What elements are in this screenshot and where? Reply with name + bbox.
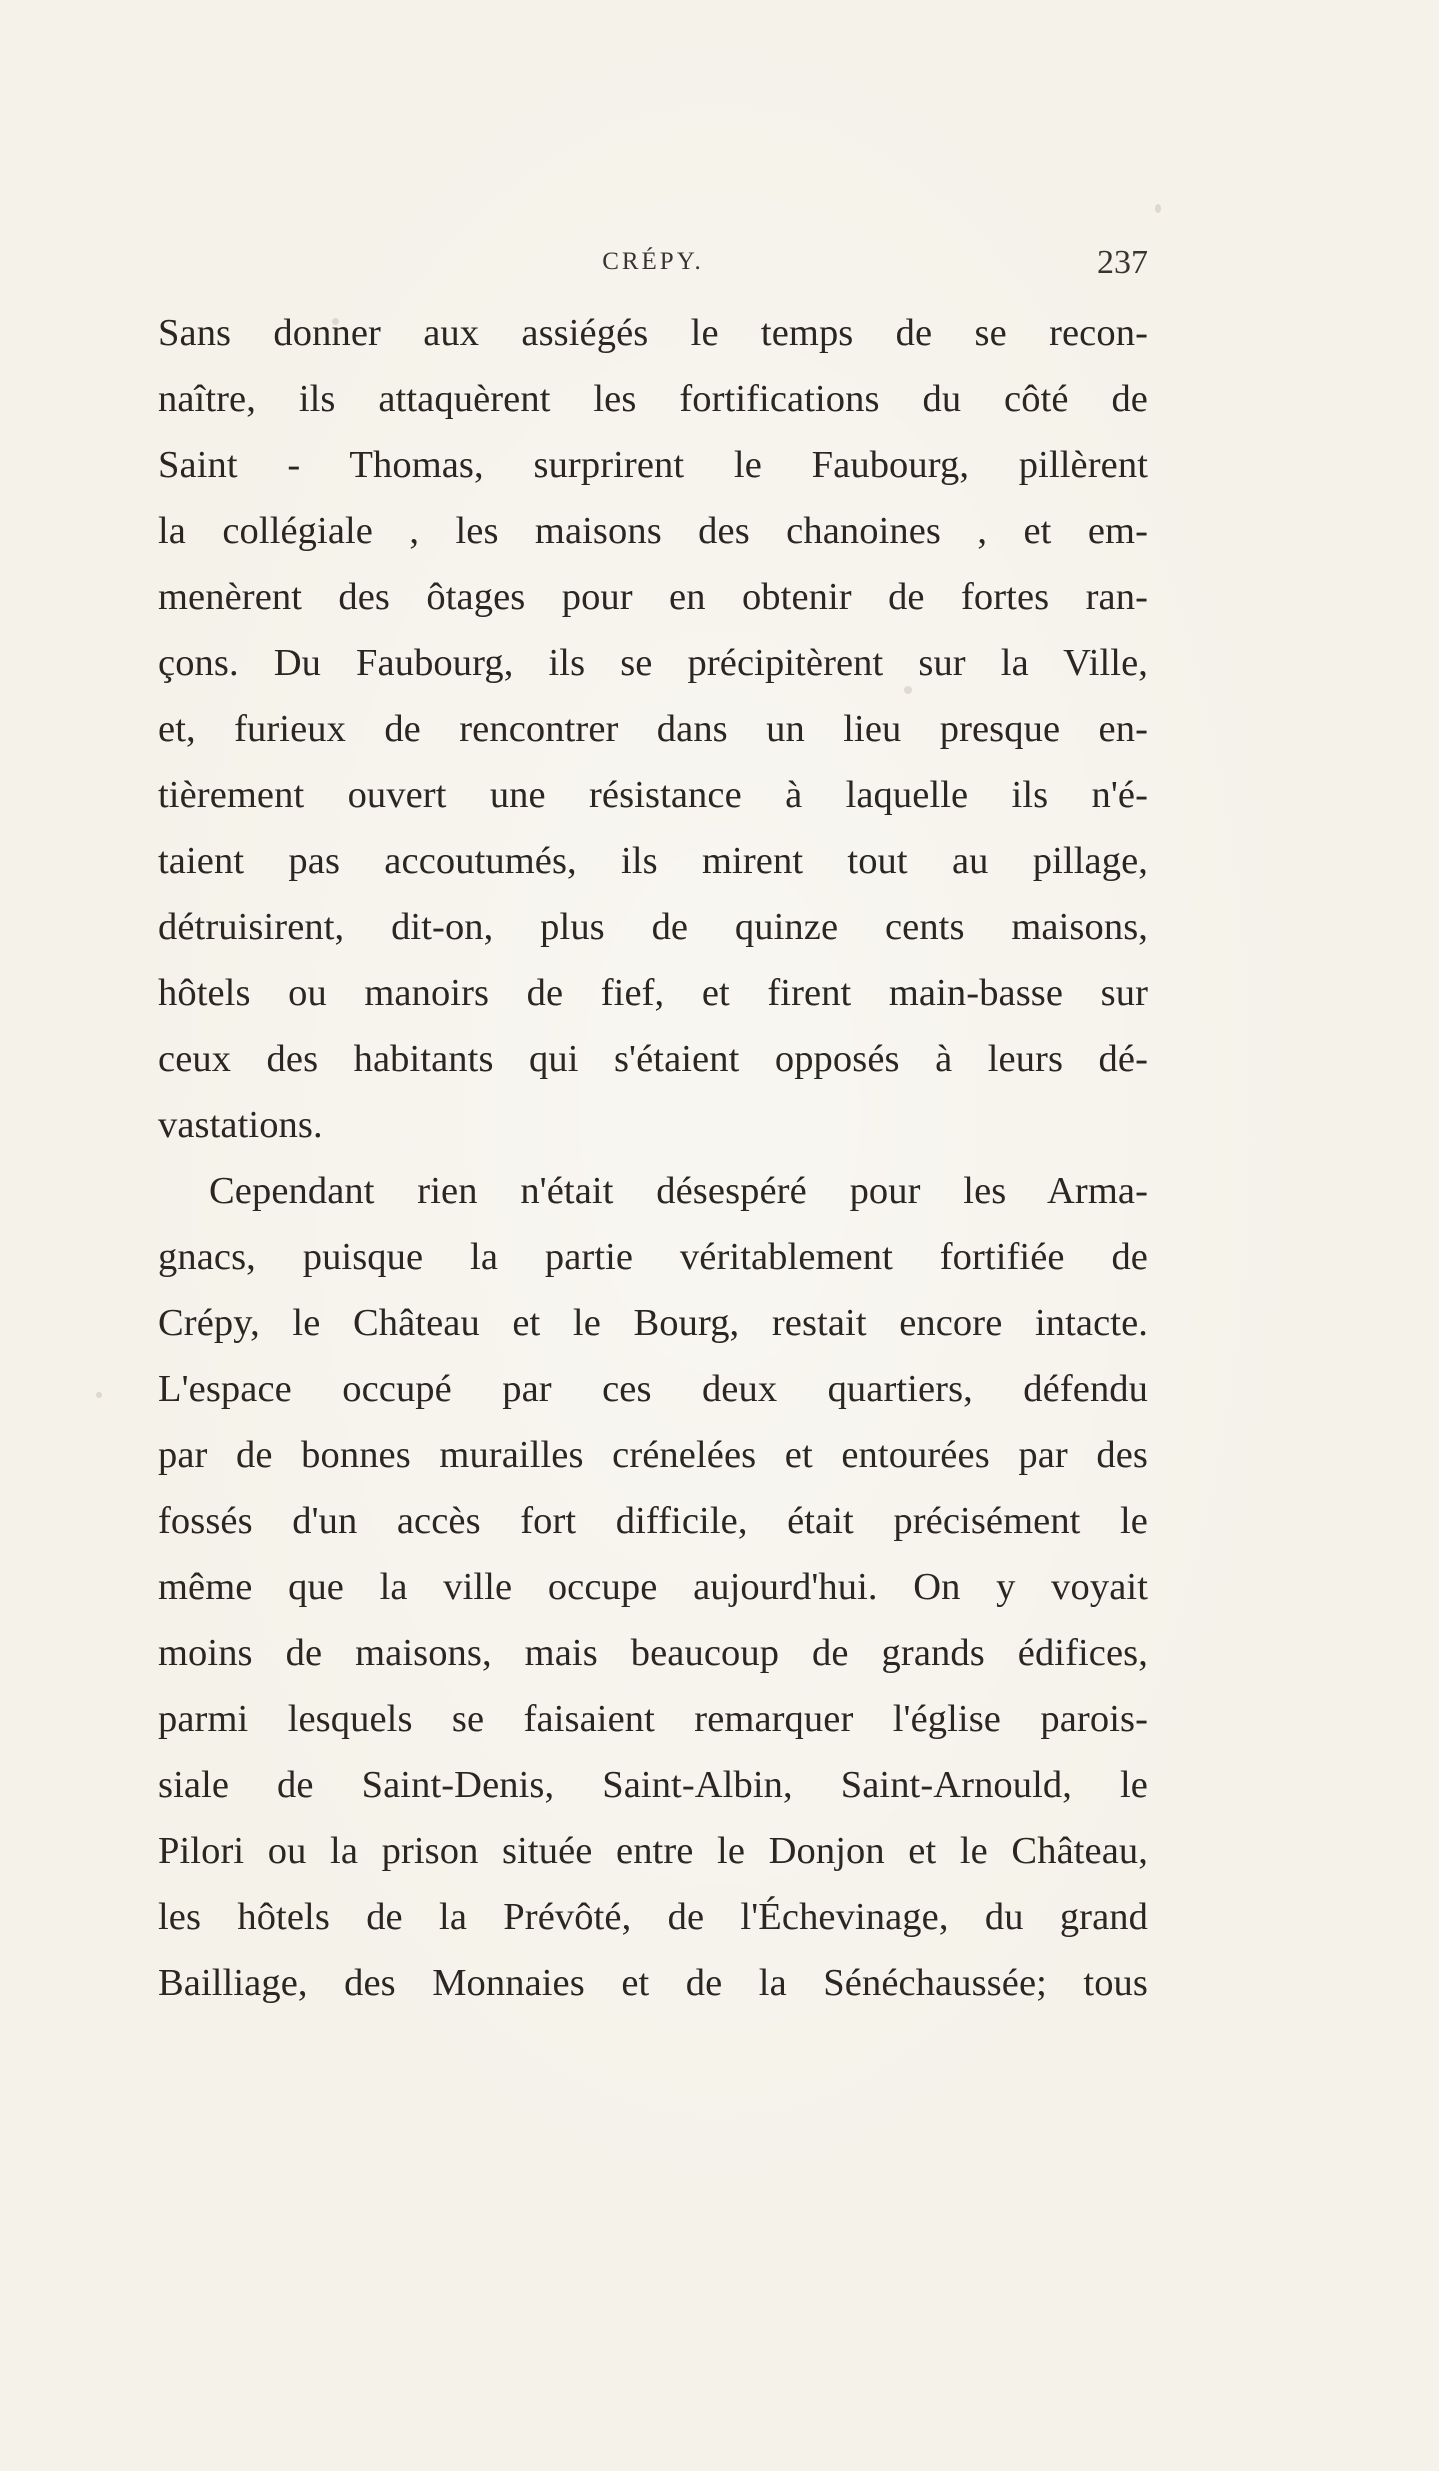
running-header: [158, 244, 1148, 284]
text-line: menèrent des ôtages pour en obtenir de fortes ran-: [158, 576, 1148, 618]
text-line: taient pas accoutumés, ils mirent tout au pillage,: [158, 840, 1148, 882]
text-line: L'espace occupé par ces deux quartiers, défendu: [158, 1368, 1148, 1410]
body-text: [158, 300, 1148, 2016]
text-line: moins de maisons, mais beaucoup de grands édifices,: [158, 1632, 1148, 1674]
text-line: Bailliage, des Monnaies et de la Sénéchaussée; tous: [158, 1962, 1148, 2004]
text-line: même que la ville occupe aujourd'hui. On y voyait: [158, 1566, 1148, 1608]
text-line: siale de Saint-Denis, Saint-Albin, Saint-Arnould, le: [158, 1764, 1148, 1806]
text-line: Sans donner aux assiégés le temps de se recon-: [158, 312, 1148, 354]
text-line: hôtels ou manoirs de fief, et firent main-basse sur: [158, 972, 1148, 1014]
page-number: 237: [1097, 244, 1148, 281]
text-line: Saint - Thomas, surprirent le Faubourg, pillèrent: [158, 444, 1148, 486]
text-line: vastations.: [158, 1104, 323, 1146]
text-line: gnacs, puisque la partie véritablement fortifiée de: [158, 1236, 1148, 1278]
text-line: et, furieux de rencontrer dans un lieu presque en-: [158, 708, 1148, 750]
text-line: Pilori ou la prison située entre le Donjon et le Château,: [158, 1830, 1148, 1872]
text-line: Cependant rien n'était désespéré pour les Arma-: [209, 1170, 1148, 1212]
paragraph-2: [158, 1158, 1148, 2016]
text-line: tièrement ouvert une résistance à laquelle ils n'é-: [158, 774, 1148, 816]
text-line: naître, ils attaquèrent les fortifications du côté de: [158, 378, 1148, 420]
running-title: CRÉPY.: [602, 248, 704, 275]
text-line: çons. Du Faubourg, ils se précipitèrent sur la Ville,: [158, 642, 1148, 684]
text-line: les hôtels de la Prévôté, de l'Échevinage, du grand: [158, 1896, 1148, 1938]
text-line: la collégiale , les maisons des chanoines , et em-: [158, 510, 1148, 552]
text-line: ceux des habitants qui s'étaient opposés à leurs dé-: [158, 1038, 1148, 1080]
paper-speck: [96, 1392, 102, 1398]
text-line: parmi lesquels se faisaient remarquer l'église parois-: [158, 1698, 1148, 1740]
text-line: détruisirent, dit-on, plus de quinze cents maisons,: [158, 906, 1148, 948]
text-line: fossés d'un accès fort difficile, était précisément le: [158, 1500, 1148, 1542]
text-line: Crépy, le Château et le Bourg, restait encore intacte.: [158, 1302, 1148, 1344]
text-line: par de bonnes murailles crénelées et entourées par des: [158, 1434, 1148, 1476]
paragraph-1: [158, 300, 1148, 1158]
paper-speck: [1155, 204, 1161, 213]
